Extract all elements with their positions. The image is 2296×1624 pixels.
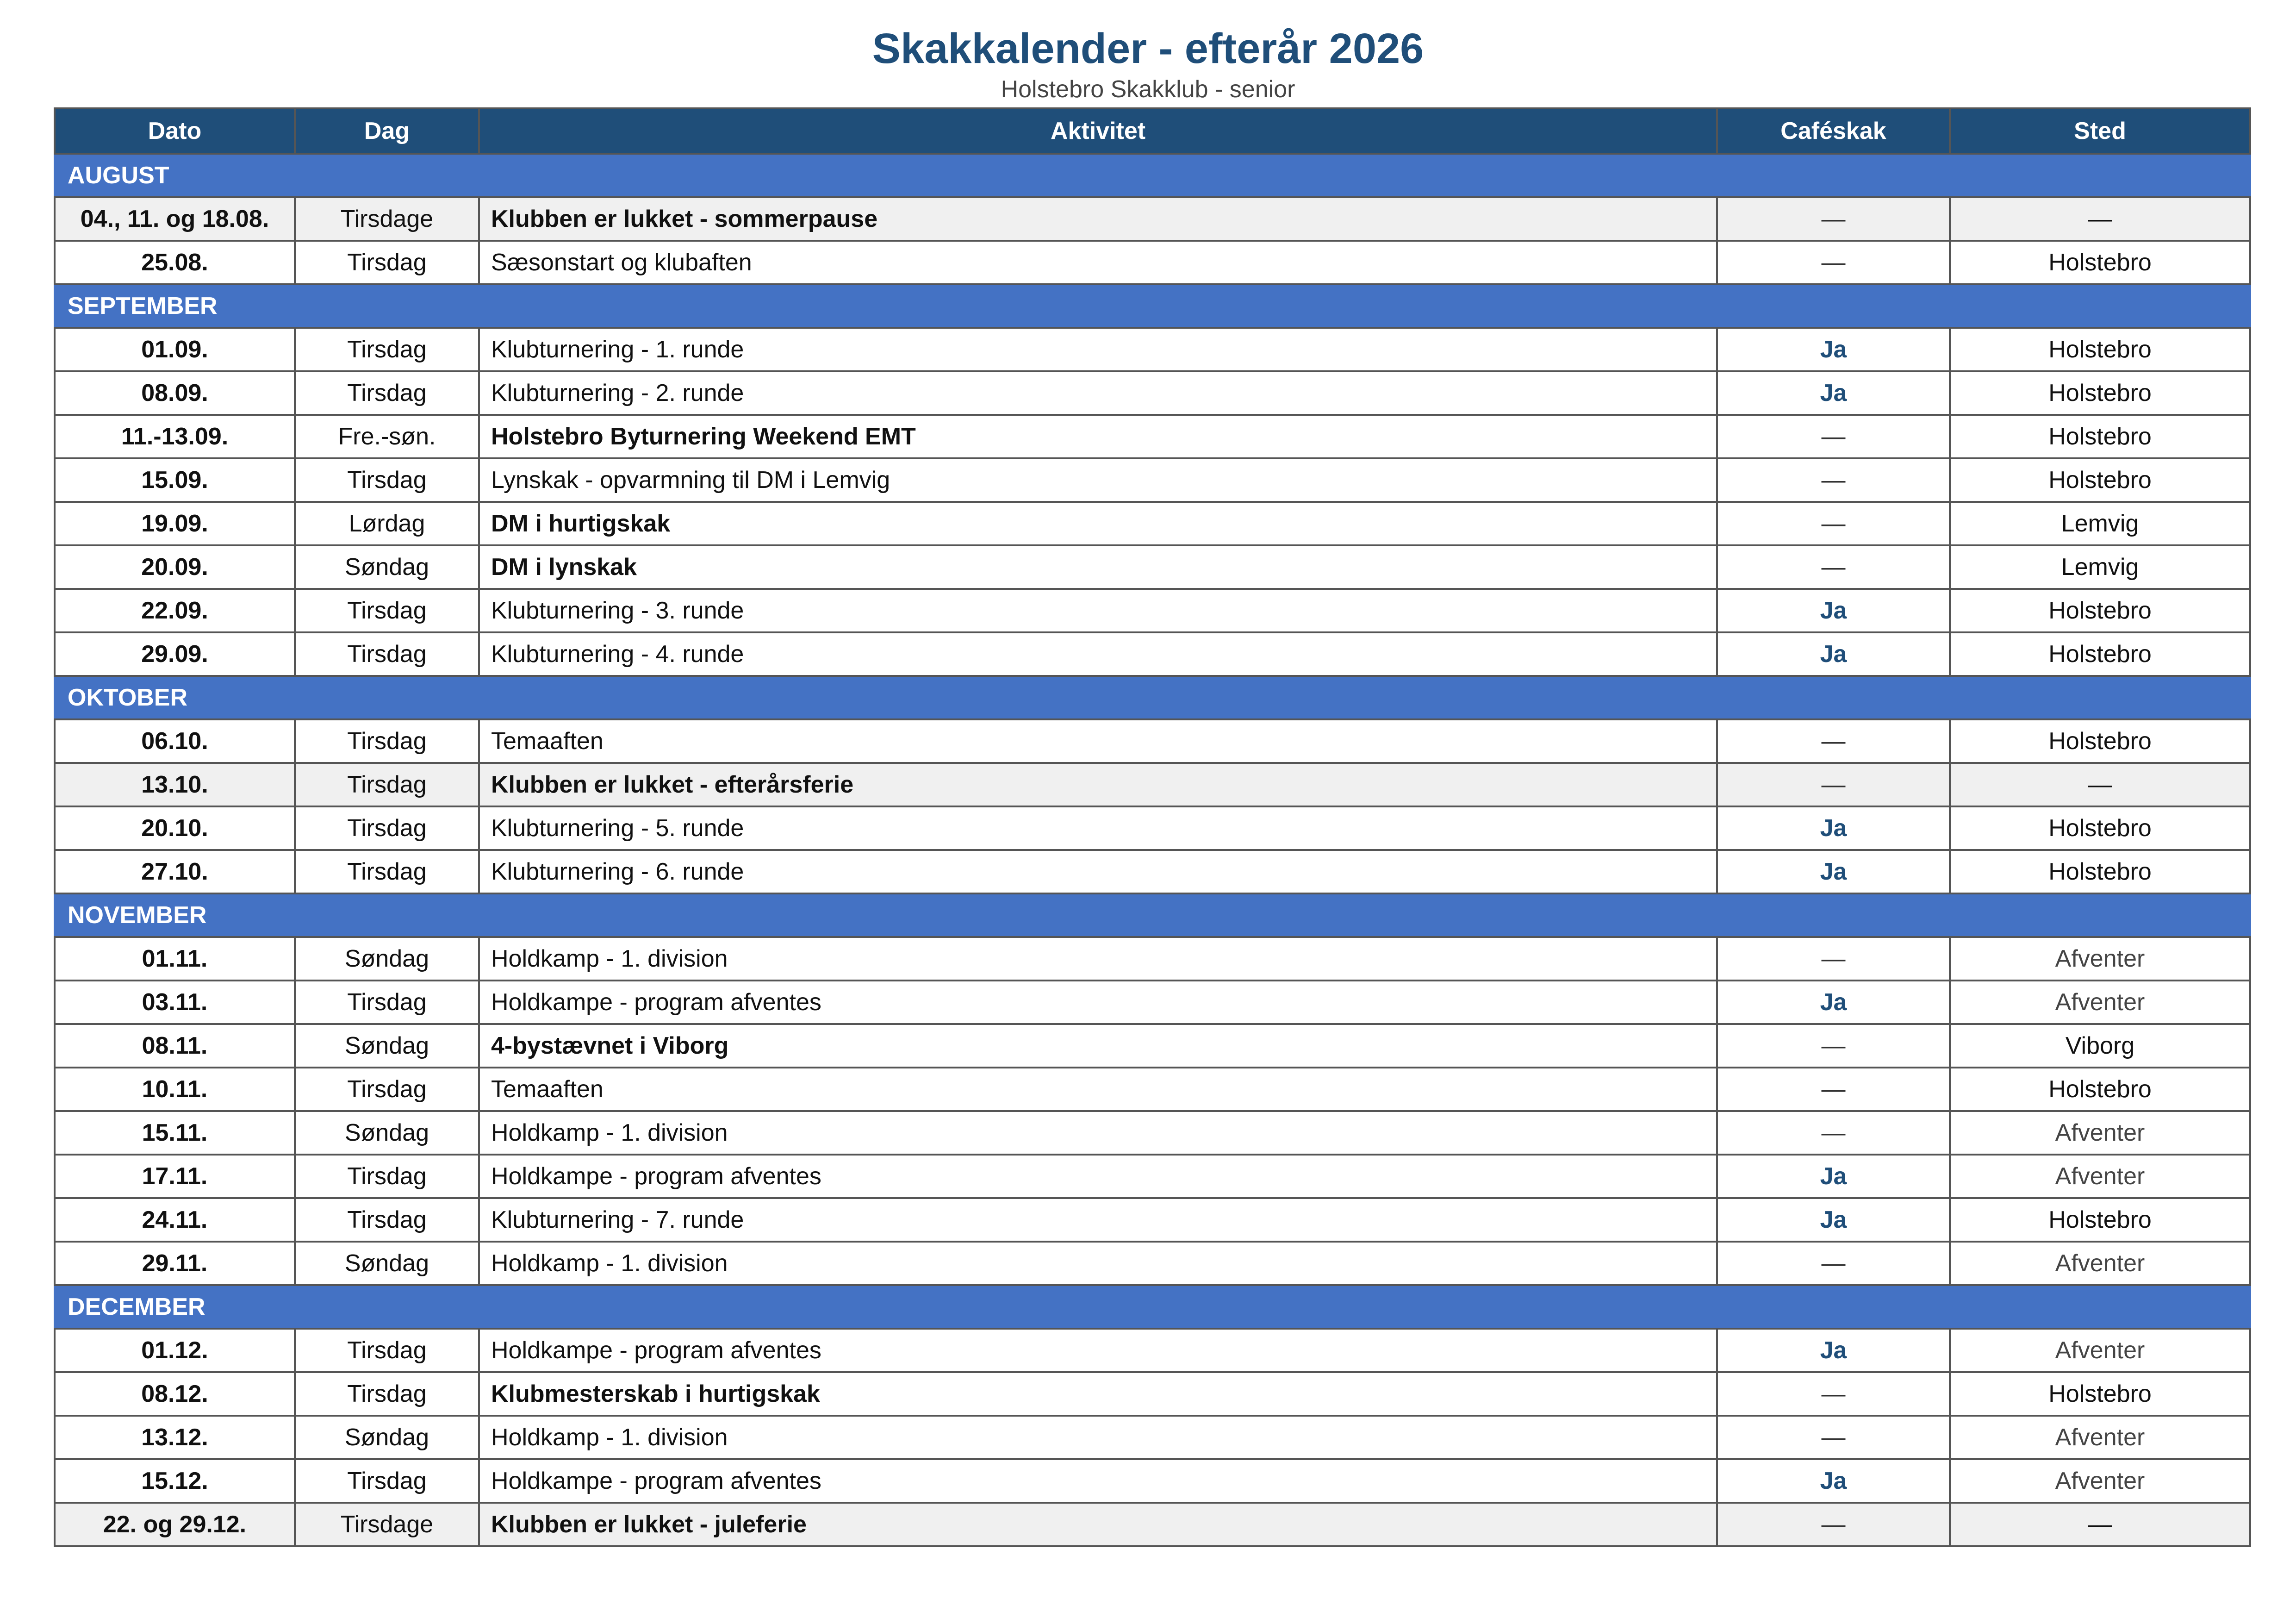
- day-cell: Tirsdage: [295, 197, 479, 241]
- activity-cell: Klubturnering - 5. runde: [479, 806, 1717, 850]
- activity-cell: Holdkamp - 1. division: [479, 1242, 1717, 1285]
- date-cell: 27.10.: [55, 850, 295, 893]
- date-cell: 15.12.: [55, 1459, 295, 1503]
- activity-cell: Klubben er lukket - sommerpause: [479, 197, 1717, 241]
- date-cell: 08.09.: [55, 371, 295, 415]
- place-cell: Holstebro: [1950, 241, 2250, 284]
- activity-cell: Klubben er lukket - juleferie: [479, 1503, 1717, 1546]
- place-cell: Holstebro: [1950, 415, 2250, 458]
- table-row: [55, 371, 2250, 415]
- day-cell: Søndag: [295, 1024, 479, 1068]
- header-row: [55, 108, 2250, 154]
- place-cell: Holstebro: [1950, 1198, 2250, 1242]
- day-cell: Søndag: [295, 1416, 479, 1459]
- day-cell: Tirsdag: [295, 371, 479, 415]
- activity-cell: Holdkampe - program afventes: [479, 981, 1717, 1024]
- cafe-cell: —: [1717, 719, 1950, 763]
- table-row: [55, 1242, 2250, 1285]
- date-cell: 08.11.: [55, 1024, 295, 1068]
- month-heading: NOVEMBER: [55, 893, 2250, 937]
- table-row: [55, 589, 2250, 632]
- table-row: [55, 1198, 2250, 1242]
- cafe-cell: —: [1717, 1416, 1950, 1459]
- place-cell: Afventer: [1950, 1111, 2250, 1155]
- table-row: [55, 241, 2250, 284]
- table-row: [55, 806, 2250, 850]
- table-row: [55, 1459, 2250, 1503]
- cafe-cell: Ja: [1717, 806, 1950, 850]
- day-cell: Søndag: [295, 1111, 479, 1155]
- table-row: [55, 1111, 2250, 1155]
- place-cell: Afventer: [1950, 1329, 2250, 1372]
- table-row: [55, 1024, 2250, 1068]
- date-cell: 20.09.: [55, 545, 295, 589]
- cafe-cell: —: [1717, 1372, 1950, 1416]
- date-cell: 11.-13.09.: [55, 415, 295, 458]
- date-cell: 13.12.: [55, 1416, 295, 1459]
- date-cell: 13.10.: [55, 763, 295, 806]
- table-row: [55, 1329, 2250, 1372]
- date-cell: 06.10.: [55, 719, 295, 763]
- day-cell: Tirsdag: [295, 328, 479, 371]
- activity-cell: Klubben er lukket - efterårsferie: [479, 763, 1717, 806]
- place-cell: Holstebro: [1950, 589, 2250, 632]
- day-cell: Tirsdage: [295, 1503, 479, 1546]
- cafe-cell: Ja: [1717, 981, 1950, 1024]
- place-cell: Holstebro: [1950, 1372, 2250, 1416]
- cafe-cell: Ja: [1717, 632, 1950, 676]
- activity-cell: Holdkampe - program afventes: [479, 1155, 1717, 1198]
- place-cell: Lemvig: [1950, 502, 2250, 545]
- month-heading: AUGUST: [55, 154, 2250, 197]
- day-cell: Tirsdag: [295, 1198, 479, 1242]
- activity-cell: Klubturnering - 1. runde: [479, 328, 1717, 371]
- date-cell: 29.09.: [55, 632, 295, 676]
- month-heading: SEPTEMBER: [55, 284, 2250, 328]
- date-cell: 24.11.: [55, 1198, 295, 1242]
- table-row: [55, 1503, 2250, 1546]
- column-header-day: Dag: [295, 108, 479, 154]
- column-header-cafe: Caféskak: [1717, 108, 1950, 154]
- table-row: [55, 632, 2250, 676]
- cafe-cell: —: [1717, 763, 1950, 806]
- date-cell: 20.10.: [55, 806, 295, 850]
- day-cell: Tirsdag: [295, 763, 479, 806]
- day-cell: Søndag: [295, 937, 479, 981]
- place-cell: Holstebro: [1950, 850, 2250, 893]
- place-cell: Holstebro: [1950, 371, 2250, 415]
- day-cell: Tirsdag: [295, 981, 479, 1024]
- day-cell: Søndag: [295, 1242, 479, 1285]
- month-row: [55, 1285, 2250, 1329]
- month-row: [55, 154, 2250, 197]
- activity-cell: Holdkamp - 1. division: [479, 1111, 1717, 1155]
- month-row: [55, 676, 2250, 719]
- date-cell: 15.09.: [55, 458, 295, 502]
- table-row: [55, 981, 2250, 1024]
- table-row: [55, 1372, 2250, 1416]
- place-cell: Holstebro: [1950, 719, 2250, 763]
- place-cell: Afventer: [1950, 1459, 2250, 1503]
- day-cell: Søndag: [295, 545, 479, 589]
- cafe-cell: Ja: [1717, 850, 1950, 893]
- table-header: [55, 108, 2250, 154]
- cafe-cell: Ja: [1717, 371, 1950, 415]
- activity-cell: DM i lynskak: [479, 545, 1717, 589]
- day-cell: Tirsdag: [295, 850, 479, 893]
- date-cell: 04., 11. og 18.08.: [55, 197, 295, 241]
- day-cell: Tirsdag: [295, 1068, 479, 1111]
- place-cell: Holstebro: [1950, 458, 2250, 502]
- activity-cell: Holdkamp - 1. division: [479, 1416, 1717, 1459]
- activity-cell: 4-bystævnet i Viborg: [479, 1024, 1717, 1068]
- activity-cell: Klubturnering - 6. runde: [479, 850, 1717, 893]
- activity-cell: Holstebro Byturnering Weekend EMT: [479, 415, 1717, 458]
- table-row: [55, 458, 2250, 502]
- activity-cell: Klubturnering - 3. runde: [479, 589, 1717, 632]
- activity-cell: Lynskak - opvarmning til DM i Lemvig: [479, 458, 1717, 502]
- cafe-cell: —: [1717, 937, 1950, 981]
- activity-cell: Klubturnering - 7. runde: [479, 1198, 1717, 1242]
- place-cell: —: [1950, 763, 2250, 806]
- cafe-cell: Ja: [1717, 1198, 1950, 1242]
- cafe-cell: —: [1717, 1503, 1950, 1546]
- cafe-cell: —: [1717, 241, 1950, 284]
- cafe-cell: —: [1717, 1111, 1950, 1155]
- date-cell: 19.09.: [55, 502, 295, 545]
- cafe-cell: Ja: [1717, 589, 1950, 632]
- date-cell: 25.08.: [55, 241, 295, 284]
- place-cell: Afventer: [1950, 1242, 2250, 1285]
- day-cell: Tirsdag: [295, 1459, 479, 1503]
- page-title: Skakkalender - efterår 2026: [872, 25, 1424, 72]
- month-heading: DECEMBER: [55, 1285, 2250, 1329]
- date-cell: 22.09.: [55, 589, 295, 632]
- table-row: [55, 545, 2250, 589]
- activity-cell: Holdkamp - 1. division: [479, 937, 1717, 981]
- activity-cell: Temaaften: [479, 719, 1717, 763]
- table-row: [55, 197, 2250, 241]
- date-cell: 10.11.: [55, 1068, 295, 1111]
- cafe-cell: —: [1717, 415, 1950, 458]
- day-cell: Tirsdag: [295, 632, 479, 676]
- cafe-cell: —: [1717, 1068, 1950, 1111]
- date-cell: 03.11.: [55, 981, 295, 1024]
- date-cell: 17.11.: [55, 1155, 295, 1198]
- place-cell: Holstebro: [1950, 328, 2250, 371]
- activity-cell: Klubturnering - 2. runde: [479, 371, 1717, 415]
- table-row: [55, 415, 2250, 458]
- date-cell: 08.12.: [55, 1372, 295, 1416]
- place-cell: Afventer: [1950, 981, 2250, 1024]
- column-header-activity: Aktivitet: [479, 108, 1717, 154]
- cafe-cell: Ja: [1717, 328, 1950, 371]
- table-row: [55, 850, 2250, 893]
- table-body: [55, 154, 2250, 1546]
- date-cell: 01.09.: [55, 328, 295, 371]
- month-heading: OKTOBER: [55, 676, 2250, 719]
- table-row: [55, 1416, 2250, 1459]
- table-row: [55, 1068, 2250, 1111]
- place-cell: Afventer: [1950, 937, 2250, 981]
- day-cell: Lørdag: [295, 502, 479, 545]
- cafe-cell: —: [1717, 458, 1950, 502]
- page-subtitle: Holstebro Skakklub - senior: [1001, 76, 1295, 103]
- cafe-cell: —: [1717, 545, 1950, 589]
- day-cell: Tirsdag: [295, 719, 479, 763]
- place-cell: Afventer: [1950, 1155, 2250, 1198]
- date-cell: 29.11.: [55, 1242, 295, 1285]
- activity-cell: Temaaften: [479, 1068, 1717, 1111]
- cafe-cell: —: [1717, 1242, 1950, 1285]
- day-cell: Tirsdag: [295, 589, 479, 632]
- day-cell: Tirsdag: [295, 458, 479, 502]
- cafe-cell: —: [1717, 502, 1950, 545]
- activity-cell: DM i hurtigskak: [479, 502, 1717, 545]
- place-cell: —: [1950, 1503, 2250, 1546]
- calendar-table: [54, 107, 2251, 1547]
- activity-cell: Holdkampe - program afventes: [479, 1459, 1717, 1503]
- place-cell: Viborg: [1950, 1024, 2250, 1068]
- table-row: [55, 763, 2250, 806]
- place-cell: Holstebro: [1950, 1068, 2250, 1111]
- place-cell: Lemvig: [1950, 545, 2250, 589]
- table-row: [55, 328, 2250, 371]
- day-cell: Tirsdag: [295, 806, 479, 850]
- cafe-cell: —: [1717, 1024, 1950, 1068]
- date-cell: 15.11.: [55, 1111, 295, 1155]
- cafe-cell: Ja: [1717, 1329, 1950, 1372]
- date-cell: 01.11.: [55, 937, 295, 981]
- table-row: [55, 1155, 2250, 1198]
- activity-cell: Klubturnering - 4. runde: [479, 632, 1717, 676]
- table-row: [55, 502, 2250, 545]
- day-cell: Tirsdag: [295, 1372, 479, 1416]
- activity-cell: Holdkampe - program afventes: [479, 1329, 1717, 1372]
- day-cell: Tirsdag: [295, 241, 479, 284]
- place-cell: Afventer: [1950, 1416, 2250, 1459]
- table-row: [55, 937, 2250, 981]
- date-cell: 22. og 29.12.: [55, 1503, 295, 1546]
- day-cell: Tirsdag: [295, 1329, 479, 1372]
- month-row: [55, 284, 2250, 328]
- cafe-cell: Ja: [1717, 1459, 1950, 1503]
- column-header-place: Sted: [1950, 108, 2250, 154]
- month-row: [55, 893, 2250, 937]
- date-cell: 01.12.: [55, 1329, 295, 1372]
- place-cell: Holstebro: [1950, 632, 2250, 676]
- activity-cell: Klubmesterskab i hurtigskak: [479, 1372, 1717, 1416]
- cafe-cell: Ja: [1717, 1155, 1950, 1198]
- place-cell: Holstebro: [1950, 806, 2250, 850]
- table-row: [55, 719, 2250, 763]
- cafe-cell: —: [1717, 197, 1950, 241]
- day-cell: Tirsdag: [295, 1155, 479, 1198]
- day-cell: Fre.-søn.: [295, 415, 479, 458]
- column-header-date: Dato: [55, 108, 295, 154]
- place-cell: —: [1950, 197, 2250, 241]
- activity-cell: Sæsonstart og klubaften: [479, 241, 1717, 284]
